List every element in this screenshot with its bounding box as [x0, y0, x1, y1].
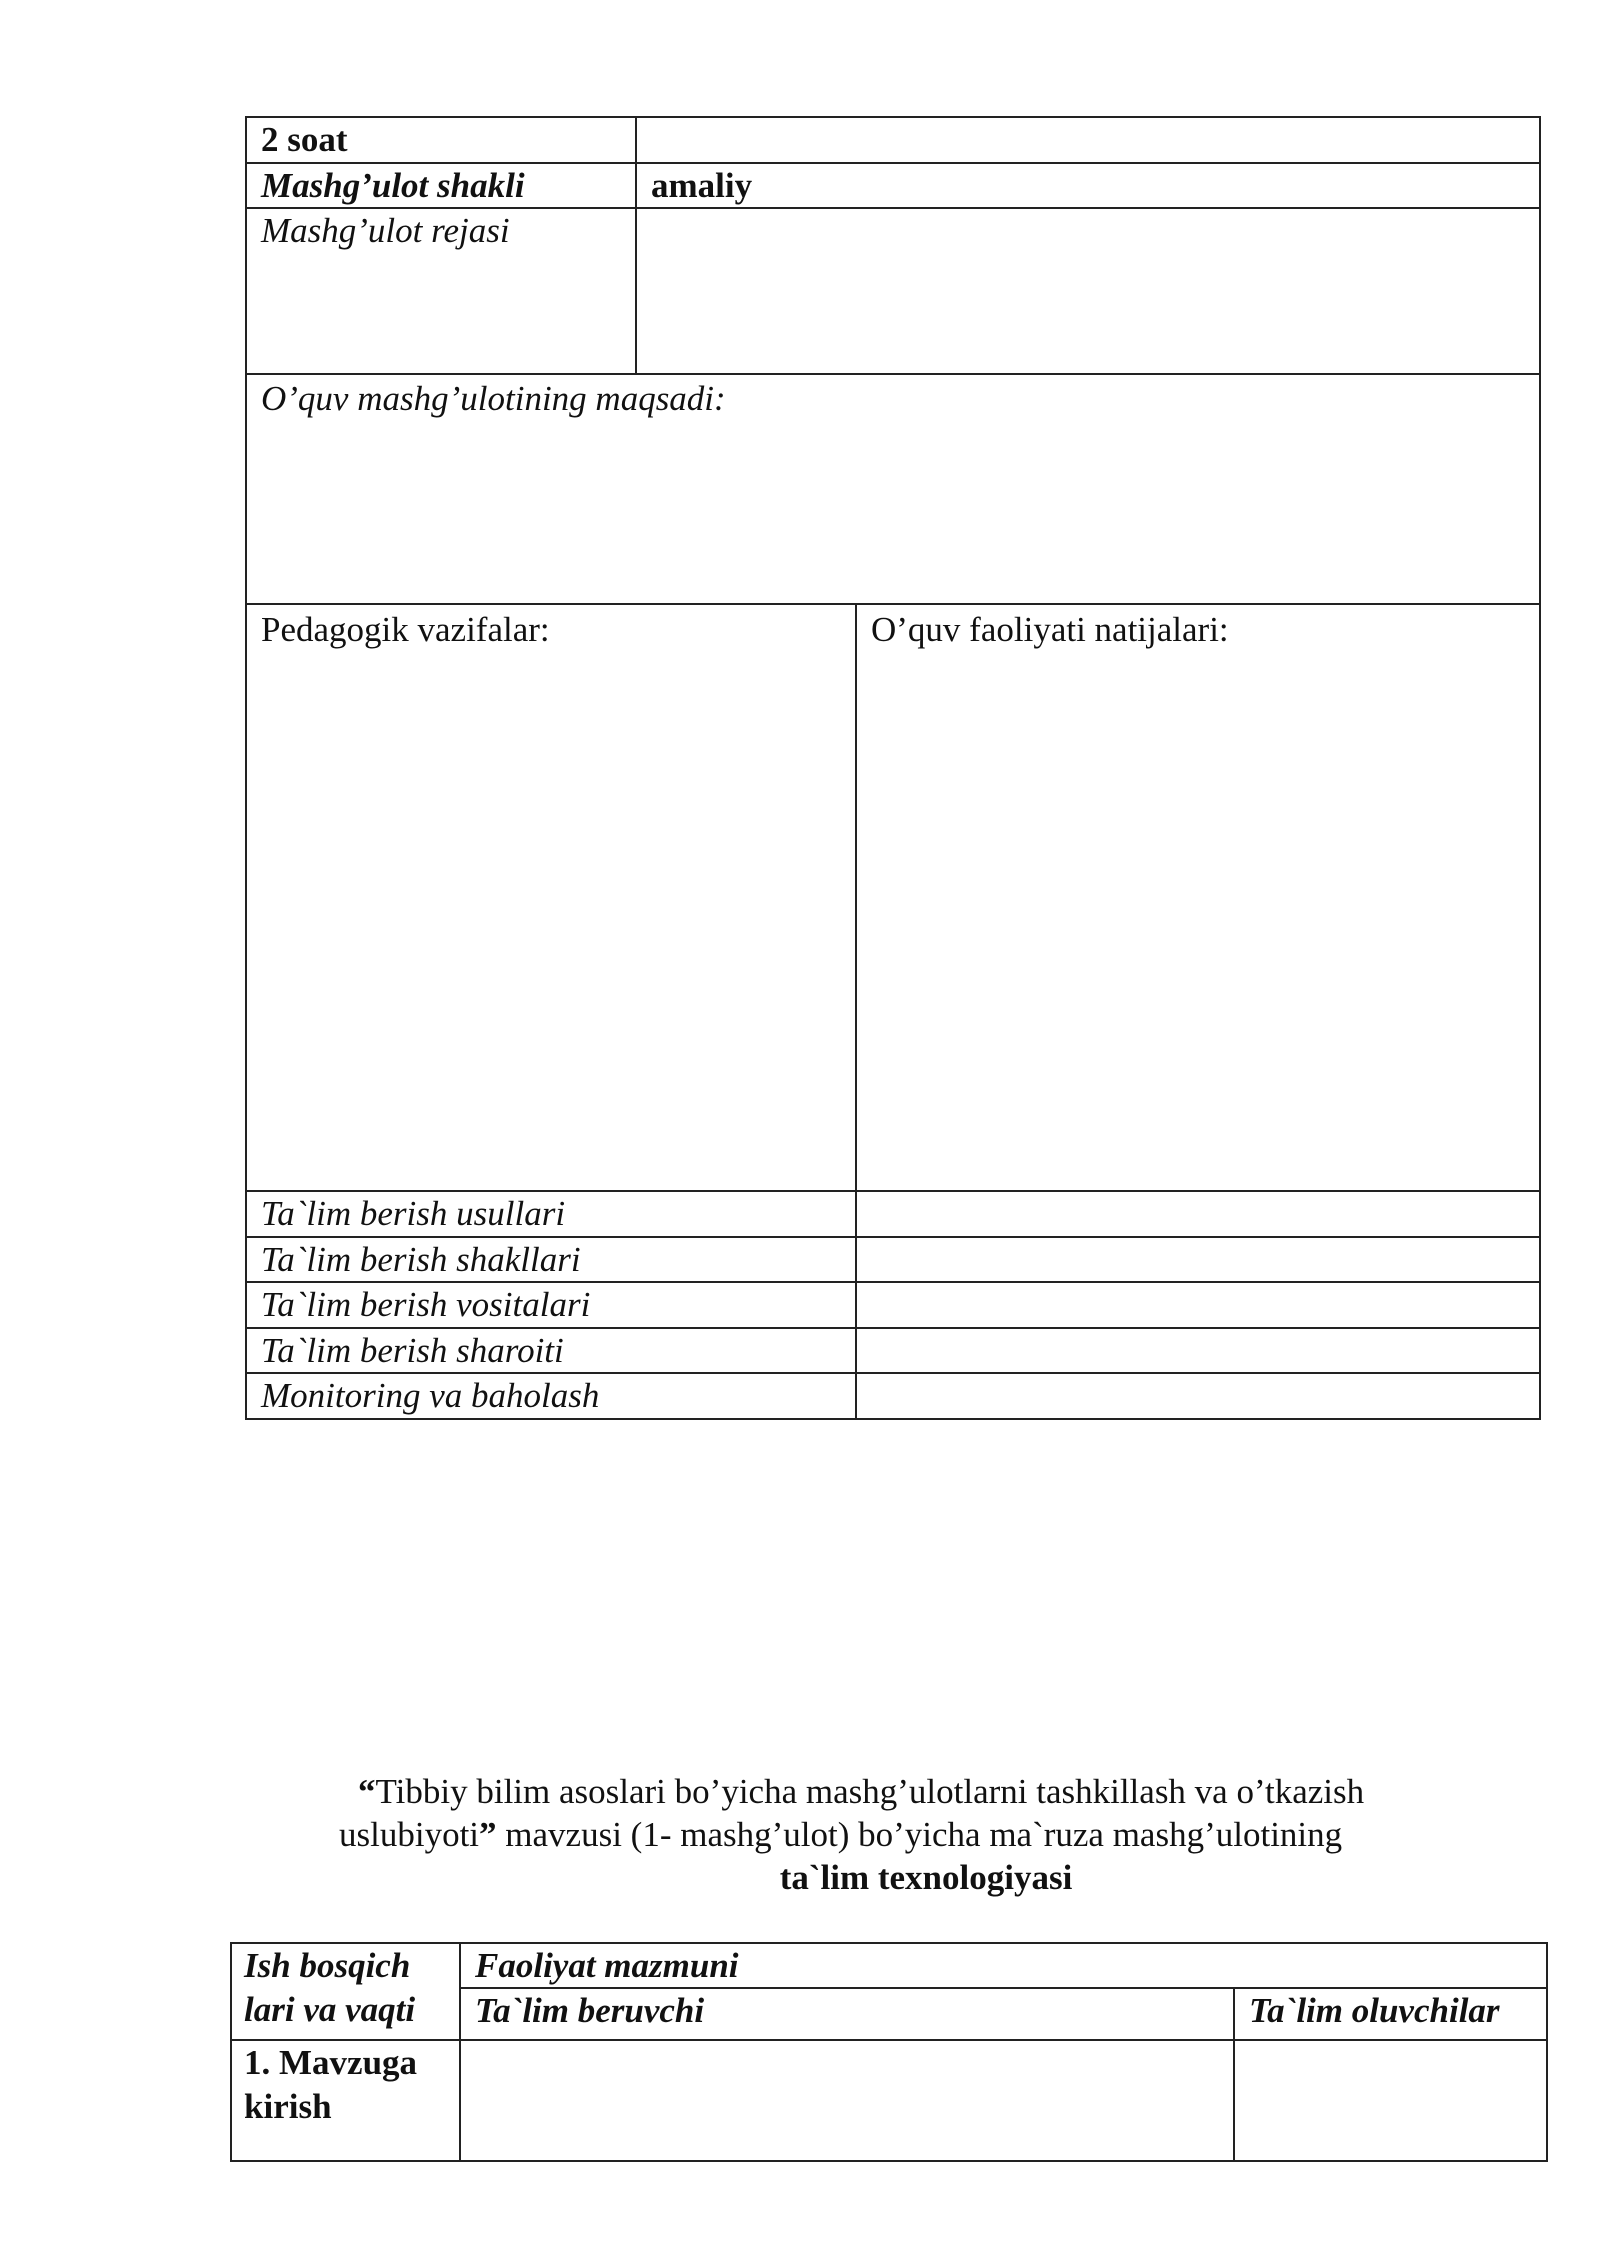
teaching-tools-label: Ta`lim berish vositalari: [261, 1285, 591, 1324]
stages-header: [232, 1944, 459, 2039]
teacher-activity-cell[interactable]: [461, 2041, 1233, 2160]
hours-value-cell[interactable]: [637, 118, 1539, 162]
students-activity-cell[interactable]: [1235, 2041, 1546, 2160]
quote-open: “: [358, 1772, 376, 1811]
stages-header-line-1: Ish bosqich: [244, 1946, 411, 1985]
heading-line-2-text-a: uslubiyoti: [339, 1815, 480, 1854]
stage-introduction: [232, 2041, 459, 2160]
teaching-methods-label: Ta`lim berish usullari: [261, 1194, 566, 1233]
teaching-conditions-value-cell[interactable]: [857, 1329, 1539, 1372]
teaching-conditions-label: Ta`lim berish sharoiti: [261, 1331, 564, 1370]
quote-close: ”: [479, 1815, 497, 1854]
teaching-tools-value-cell[interactable]: [857, 1283, 1539, 1327]
teaching-forms-value-cell[interactable]: [857, 1238, 1539, 1281]
activity-content-header: Faoliyat mazmuni: [475, 1946, 739, 1985]
teaching-methods-value-cell[interactable]: [857, 1192, 1539, 1236]
stages-header-line-2: lari va vaqti: [244, 1990, 416, 2029]
heading-line-1: [358, 1770, 1558, 1813]
students-header: Ta`lim oluvchilar: [1249, 1991, 1500, 2030]
stage-introduction-line-2: kirish: [244, 2087, 332, 2126]
heading-line-1-text: Tibbiy bilim asoslari bo’yicha mashg’ulotlarni tashkillash va o’tkazish: [375, 1772, 1365, 1811]
monitoring-value-cell[interactable]: [857, 1374, 1539, 1418]
lesson-form-value: amaliy: [651, 166, 753, 205]
stage-introduction-line-1: 1. Mavzuga: [244, 2043, 418, 2082]
pedagogical-tasks-label: Pedagogik vazifalar:: [261, 610, 550, 649]
teaching-forms-label: Ta`lim berish shakllari: [261, 1240, 581, 1279]
heading-line-2: [339, 1813, 1539, 1856]
lesson-form-label: Mashg’ulot shakli: [261, 166, 525, 205]
teacher-header: Ta`lim beruvchi: [475, 1991, 705, 2030]
lesson-plan-value-cell[interactable]: [637, 209, 1539, 373]
monitoring-label: Monitoring va baholash: [261, 1376, 600, 1415]
lesson-goal-label: O’quv mashg’ulotining maqsadi:: [261, 379, 726, 418]
heading-line-2-text-b: mavzusi (1- mashg’ulot) bo’yicha ma`ruza mashg’ulotining: [496, 1815, 1343, 1854]
lesson-plan-label: Mashg’ulot rejasi: [261, 211, 510, 250]
hours-label: 2 soat: [261, 120, 348, 159]
heading-line-3: ta`lim texnologiyasi: [779, 1858, 1073, 1897]
learning-outcomes-label: O’quv faoliyati natijalari:: [871, 610, 1229, 649]
